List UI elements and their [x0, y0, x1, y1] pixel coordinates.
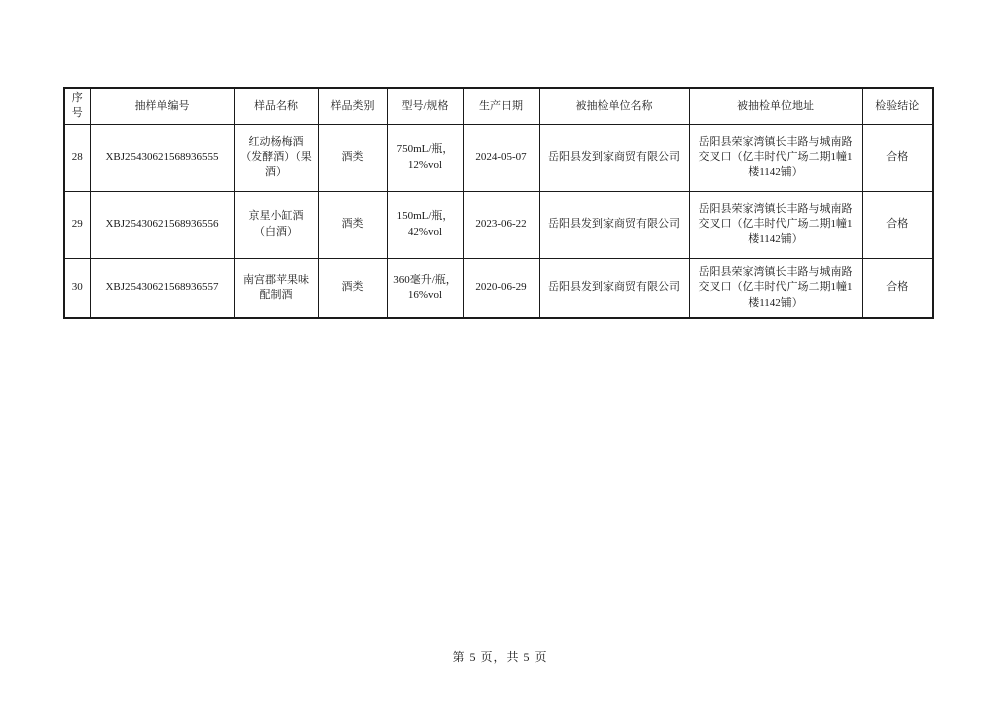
page-indicator: 第 5 页，共 5 页 — [452, 650, 548, 664]
cell-unit-address: 岳阳县荣家湾镇长丰路与城南路交叉口（亿丰时代广场二期1幢1楼1142铺） — [689, 191, 862, 258]
cell-spec: 360毫升/瓶，16%vol — [387, 258, 463, 318]
cell-seq: 28 — [64, 124, 90, 191]
header-sample-no: 抽样单编号 — [90, 88, 234, 124]
cell-seq: 30 — [64, 258, 90, 318]
cell-sample-no: XBJ25430621568936557 — [90, 258, 234, 318]
table-row — [64, 258, 933, 318]
inspection-results-table — [63, 87, 934, 319]
cell-category: 酒类 — [318, 124, 387, 191]
header-category: 样品类别 — [318, 88, 387, 124]
header-sample-name: 样品名称 — [234, 88, 318, 124]
cell-result: 合格 — [862, 258, 933, 318]
cell-sample-no: XBJ25430621568936555 — [90, 124, 234, 191]
header-unit-address: 被抽检单位地址 — [689, 88, 862, 124]
cell-category: 酒类 — [318, 258, 387, 318]
header-spec: 型号/规格 — [387, 88, 463, 124]
cell-spec: 150mL/瓶，42%vol — [387, 191, 463, 258]
header-seq: 序号 — [64, 88, 90, 124]
table-row — [64, 191, 933, 258]
header-result: 检验结论 — [862, 88, 933, 124]
cell-prod-date: 2024-05-07 — [463, 124, 539, 191]
header-prod-date: 生产日期 — [463, 88, 539, 124]
cell-seq: 29 — [64, 191, 90, 258]
cell-result: 合格 — [862, 191, 933, 258]
cell-unit-address: 岳阳县荣家湾镇长丰路与城南路交叉口（亿丰时代广场二期1幢1楼1142铺） — [689, 258, 862, 318]
cell-unit-name: 岳阳县发到家商贸有限公司 — [539, 124, 689, 191]
cell-unit-address: 岳阳县荣家湾镇长丰路与城南路交叉口（亿丰时代广场二期1幢1楼1142铺） — [689, 124, 862, 191]
cell-spec: 750mL/瓶，12%vol — [387, 124, 463, 191]
cell-sample-name: 红动杨梅酒（发酵酒）（果酒） — [234, 124, 318, 191]
cell-sample-name: 南宫郡苹果味配制酒 — [234, 258, 318, 318]
cell-unit-name: 岳阳县发到家商贸有限公司 — [539, 191, 689, 258]
cell-result: 合格 — [862, 124, 933, 191]
cell-prod-date: 2020-06-29 — [463, 258, 539, 318]
cell-sample-name: 京星小缸酒（白酒） — [234, 191, 318, 258]
table-row — [64, 124, 933, 191]
cell-category: 酒类 — [318, 191, 387, 258]
header-unit-name: 被抽检单位名称 — [539, 88, 689, 124]
cell-sample-no: XBJ25430621568936556 — [90, 191, 234, 258]
cell-prod-date: 2023-06-22 — [463, 191, 539, 258]
cell-unit-name: 岳阳县发到家商贸有限公司 — [539, 258, 689, 318]
table-header-row — [64, 88, 933, 124]
